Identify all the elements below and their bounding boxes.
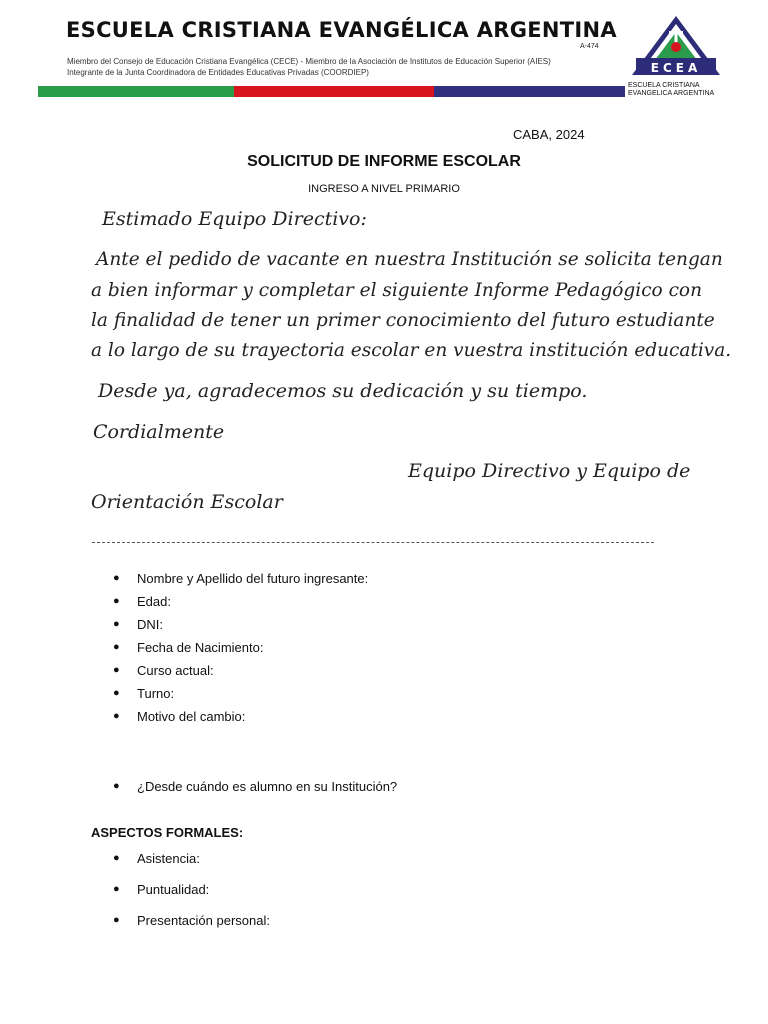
list-item: ● Motivo del cambio: bbox=[0, 709, 368, 732]
school-code: A-474 bbox=[580, 43, 599, 50]
logo-caption-line: ESCUELA CRISTIANA bbox=[628, 82, 700, 89]
list-item: ● Asistencia: bbox=[0, 851, 270, 882]
list-item: ● Turno: bbox=[0, 686, 368, 709]
school-name: ESCUELA CRISTIANA EVANGÉLICA ARGENTINA bbox=[66, 18, 617, 42]
list-item: ● Edad: bbox=[0, 594, 368, 617]
formal-aspects-list bbox=[0, 851, 270, 944]
document-subtitle: INGRESO A NIVEL PRIMARIO bbox=[308, 183, 460, 195]
letter-greeting: Estimado Equipo Directivo: bbox=[102, 208, 367, 230]
letter-body-line: a bien informar y completar el siguiente Informe Pedagógico con bbox=[91, 280, 702, 301]
logo-caption bbox=[628, 82, 728, 98]
letter-thanks: Desde ya, agradecemos su dedicación y su tiempo. bbox=[98, 380, 588, 402]
document-date: CABA, 2024 bbox=[513, 127, 585, 142]
student-fields-list bbox=[0, 571, 368, 732]
since-question-list bbox=[0, 779, 397, 794]
formal-aspects-title: ASPECTOS FORMALES: bbox=[91, 825, 244, 840]
document-title: SOLICITUD DE INFORME ESCOLAR bbox=[247, 153, 521, 170]
list-item: ● Presentación personal: bbox=[0, 913, 270, 944]
letter-closing: Cordialmente bbox=[93, 421, 225, 443]
list-item: ● ¿Desde cuándo es alumno en su Institución? bbox=[0, 779, 397, 794]
letter-body-line: a lo largo de su trayectoria escolar en vuestra institución educativa. bbox=[91, 340, 732, 361]
membership-text bbox=[67, 56, 551, 78]
letter-body-line: la finalidad de tener un primer conocimiento del futuro estudiante bbox=[91, 310, 715, 331]
color-bar-red bbox=[234, 86, 434, 97]
list-item: ● Fecha de Nacimiento: bbox=[0, 640, 368, 663]
letterhead bbox=[0, 0, 768, 110]
letter-body-line: Ante el pedido de vacante en nuestra Institución se solicita tengan bbox=[96, 249, 723, 270]
school-logo-icon bbox=[630, 14, 722, 76]
cut-line bbox=[92, 542, 654, 543]
letter-signature: Equipo Directivo y Equipo de bbox=[408, 460, 691, 482]
list-item: ● DNI: bbox=[0, 617, 368, 640]
color-bar-green bbox=[38, 86, 234, 97]
membership-line: Miembro del Consejo de Educación Cristiana Evangélica (CECE) - Miembro de la Asociación de Institutos de Educación Superior (AIES) bbox=[67, 57, 551, 66]
letter-signature: Orientación Escolar bbox=[91, 491, 283, 513]
list-item: ● Puntualidad: bbox=[0, 882, 270, 913]
membership-line: Integrante de la Junta Coordinadora de Entidades Educativas Privadas (COORDIEP) bbox=[67, 68, 369, 77]
logo-caption-line: EVANGELICA ARGENTINA bbox=[628, 90, 715, 97]
list-item: ● Nombre y Apellido del futuro ingresante: bbox=[0, 571, 368, 594]
color-bar bbox=[38, 86, 625, 97]
logo-letters: ECEA bbox=[650, 61, 702, 75]
color-bar-blue bbox=[434, 86, 625, 97]
list-item: ● Curso actual: bbox=[0, 663, 368, 686]
